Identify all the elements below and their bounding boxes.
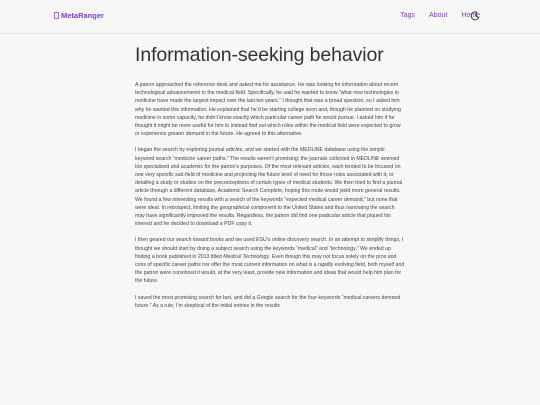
book-title: Medical Technology	[223, 253, 269, 260]
paragraph-3-text-b: . Even though this may not focus solely on the pros and cons of specific career paths nor offer the most current information on what is a rapidly evolving field, both myself and the patron were convinced it would, at the very least, provide new information and ideas that would help him plan for the future.	[135, 253, 405, 285]
nav-link-home[interactable]: Home	[461, 12, 480, 19]
paragraph-2: I began the search by exploring journal articles, and we started with the MEDLINE database using the simple keyword search “medicine career paths.” The results weren’t promising; the journals collected in MEDLINE seemed too specialized and academic for the patron’s purposes. Of the most relevant articles, each tended to be focused on one very specific sub-field of medicine and projecting the future level of need for those roles associated with it, or detailing a study or studies on the preconceptions of certain types of medical students. We then tried to find a journal article through a different database, Academic Search Complete, hoping this route would yield more general results. We found a few interesting results with a search of the keywords “expected medical career demand,” but none that were ideal. In retrospect, limiting the geographical component to the United States and thus narrowing the search may have significantly improved the results. Regardless, the patron did find one particular article that piqued his interest and he decided to download a PDF copy it.	[135, 147, 403, 228]
main-nav	[386, 12, 480, 19]
nav-link-about[interactable]: About	[429, 12, 448, 19]
paragraph-1: A patron approached the reference desk and asked me for assistance. He was looking for information about recent technological advancements in the medical field. Specifically, he said he wanted to know “what new technologies in medicine have made the largest impact over the last ten years.” I thought that was a broad question, so I asked him why he wanted this information. He explained that he’d be starting college soon and, though he planned on studying medicine in some capacity, he didn’t know exactly which particular career path he would pursue. I asked him if he thought it might be more useful for him to instead find out which roles within the medical field were expected to grow or experience greater demand in the future. He agreed to this alternative.	[135, 82, 401, 138]
page-title: Information-seeking behavior	[135, 44, 384, 66]
paragraph-4: I saved the most promising search for last, and did a Google search for the four keywords “medical careers demand future.” As a rule, I’m skeptical of the initial entries in the results	[135, 294, 401, 309]
document-icon	[54, 12, 59, 19]
moon-icon[interactable]	[470, 11, 480, 21]
nav-link-tags[interactable]: Tags	[400, 12, 416, 19]
top-navigation-bar	[0, 0, 540, 34]
brand-name: MetaRanger	[61, 11, 104, 20]
paragraph-3-text-a: I then geared our search toward books and we used ESU’s online discovery search. In an attempt to simplify things, I thought we should start by doing a subject search using the keywords “medical” and “technology.” We ended up finding a book published in 2013 titled	[135, 237, 404, 260]
article	[135, 44, 405, 318]
paragraph-3	[135, 236, 405, 285]
brand-link[interactable]	[54, 11, 104, 20]
